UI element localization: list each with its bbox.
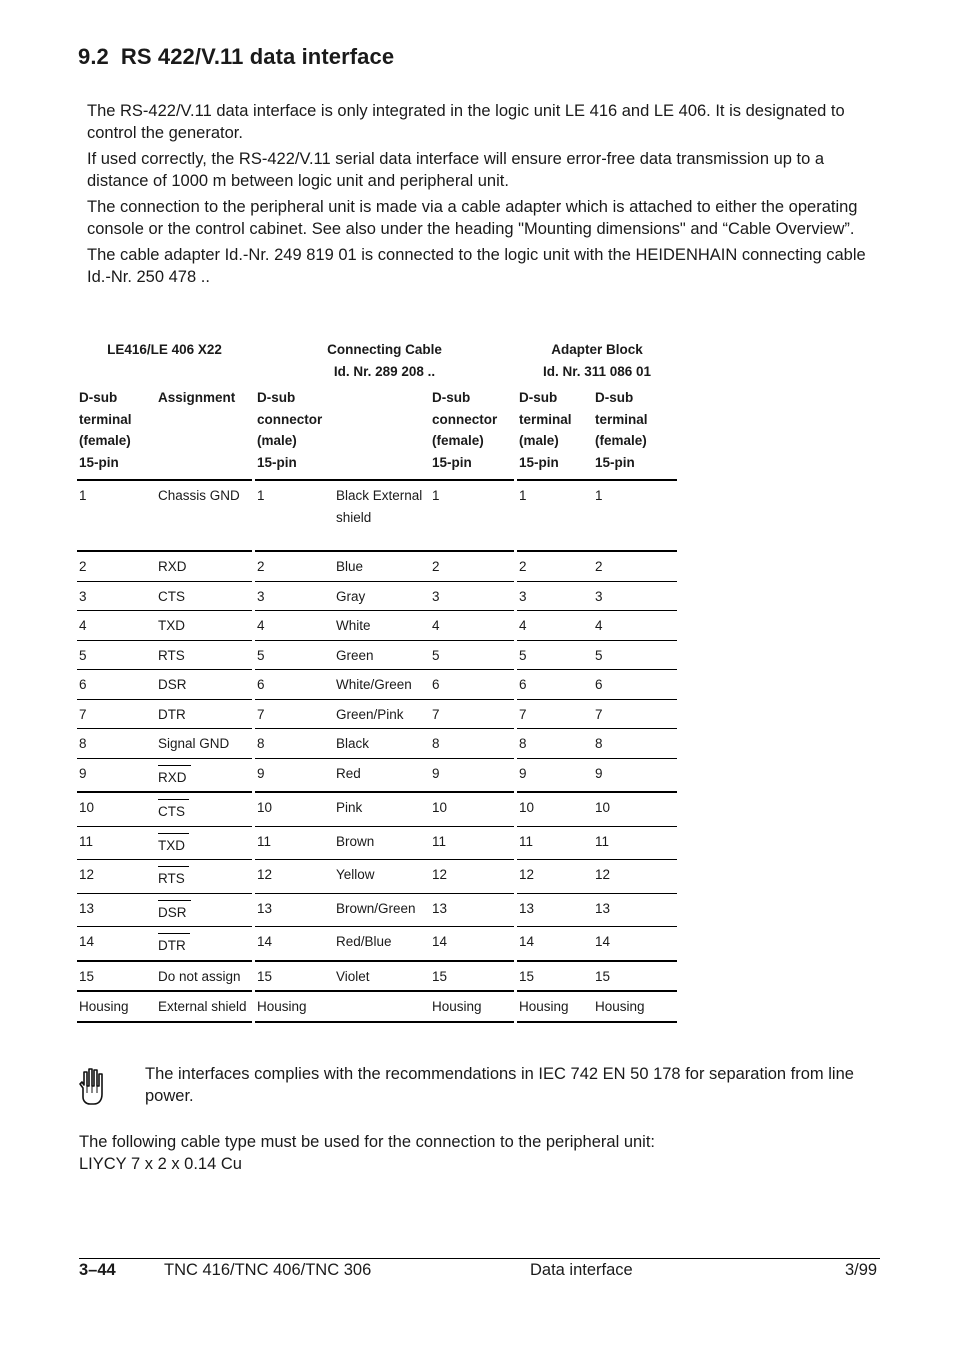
cell-pin-term-female: 6 <box>593 670 677 700</box>
cell-pin-term-male: 10 <box>517 793 593 827</box>
cell-pin-conn-female: 2 <box>430 552 514 582</box>
cell-wire-color: Green/Pink <box>334 700 430 730</box>
cell-wire-color: Violet <box>334 962 430 993</box>
cell-assignment: Chassis GND <box>156 481 252 552</box>
cell-assignment <box>156 894 252 928</box>
inverted-signal-label: DSR <box>158 902 187 924</box>
cell-wire-color: Red/Blue <box>334 927 430 962</box>
cell-pin-le: 1 <box>77 481 156 552</box>
col-header-dsub-terminal-male <box>517 384 593 481</box>
intro-paragraph: If used correctly, the RS-422/V.11 serial data interface will ensure error-free data transmission up to a distance of 1000 m between logic unit and peripheral unit. <box>87 150 825 190</box>
cell-pin-term-male: 4 <box>517 611 593 641</box>
cell-pin-conn-male: 11 <box>255 827 334 861</box>
intro-paragraph: The RS-422/V.11 data interface is only integrated in the logic unit LE 416 and LE 406. It is designated to control the generator. <box>87 102 845 142</box>
cell-pin-conn-female: 13 <box>430 894 514 928</box>
table-row <box>77 793 677 827</box>
section-number: 9.2 <box>78 44 109 69</box>
table-row <box>77 759 677 794</box>
col-header-dsub-terminal-female-adapter <box>593 384 677 481</box>
table-row <box>77 481 677 552</box>
cell-pin-term-male: 11 <box>517 827 593 861</box>
cell-pin-term-male: 8 <box>517 729 593 759</box>
cell-pin-conn-male: 12 <box>255 860 334 894</box>
cell-pin-conn-female: 1 <box>430 481 514 552</box>
cell-pin-le: 12 <box>77 860 156 894</box>
col-header-line: 15-pin <box>432 454 472 470</box>
cell-pin-term-male: 15 <box>517 962 593 993</box>
cell-pin-term-female: 5 <box>593 641 677 671</box>
cell-pin-le: 3 <box>77 582 156 612</box>
cell-assignment: External shield <box>156 992 252 1023</box>
cell-wire-color: Brown/Green <box>334 894 430 928</box>
table-row <box>77 992 677 1023</box>
cell-pin-term-male: Housing <box>517 992 593 1023</box>
cell-wire-color: White <box>334 611 430 641</box>
cell-pin-term-male: 1 <box>517 481 593 552</box>
cell-wire-color: Pink <box>334 793 430 827</box>
cell-assignment: DTR <box>156 700 252 730</box>
group-header-cable <box>255 335 514 384</box>
cell-pin-term-female: 7 <box>593 700 677 730</box>
cell-pin-conn-female: 10 <box>430 793 514 827</box>
cell-pin-le: 14 <box>77 927 156 962</box>
cable-type-text <box>79 1131 879 1175</box>
cell-pin-le: 9 <box>77 759 156 794</box>
cell-assignment <box>156 927 252 962</box>
table-row <box>77 827 677 861</box>
table-row <box>77 611 677 641</box>
cell-assignment: TXD <box>156 611 252 641</box>
group-header-le <box>77 335 252 384</box>
cell-wire-color: Black <box>334 729 430 759</box>
cell-assignment <box>156 827 252 861</box>
table-row <box>77 894 677 928</box>
cell-pin-le: 13 <box>77 894 156 928</box>
col-header-dsub-connector-female <box>430 384 514 481</box>
group-header-adapter-line2: Id. Nr. 311 086 01 <box>542 363 652 379</box>
cell-pin-le: 4 <box>77 611 156 641</box>
col-header-line: (female) <box>432 433 484 448</box>
cell-pin-conn-male: 6 <box>255 670 334 700</box>
cell-assignment: Do not assign <box>156 962 252 993</box>
cell-pin-conn-female: 3 <box>430 582 514 612</box>
col-header-line: connector <box>432 411 498 427</box>
col-header-line: (female) <box>595 433 647 448</box>
cell-wire-color: Red <box>334 759 430 794</box>
table-row <box>77 582 677 612</box>
cell-pin-conn-female: Housing <box>430 992 514 1023</box>
col-header-wire-color <box>334 384 430 481</box>
cell-pin-term-male: 6 <box>517 670 593 700</box>
cell-pin-conn-male: 13 <box>255 894 334 928</box>
cell-pin-conn-female: 11 <box>430 827 514 861</box>
col-header-line: terminal <box>79 411 132 427</box>
cell-assignment: Signal GND <box>156 729 252 759</box>
cell-assignment <box>156 793 252 827</box>
cell-pin-conn-male: 4 <box>255 611 334 641</box>
cell-pin-term-female: 8 <box>593 729 677 759</box>
cell-pin-term-female: 2 <box>593 552 677 582</box>
cell-pin-conn-male: 1 <box>255 481 334 552</box>
cell-wire-color: White/Green <box>334 670 430 700</box>
cell-pin-term-female: 15 <box>593 962 677 993</box>
cell-pin-conn-female: 5 <box>430 641 514 671</box>
cell-pin-term-female: 14 <box>593 927 677 962</box>
cell-pin-le: Housing <box>77 992 156 1023</box>
cell-wire-color: Gray <box>334 582 430 612</box>
cell-pin-term-female: 3 <box>593 582 677 612</box>
inverted-signal-label: RTS <box>158 868 185 890</box>
footer-date: 3/99 <box>845 1261 878 1279</box>
cell-pin-le: 8 <box>77 729 156 759</box>
table-row <box>77 927 677 962</box>
cell-pin-term-male: 2 <box>517 552 593 582</box>
footer-model: TNC 416/TNC 406/TNC 306 <box>164 1261 372 1279</box>
pin-assignment-table <box>77 335 677 1023</box>
cell-pin-term-male: 9 <box>517 759 593 794</box>
group-header-adapter-line1: Adapter Block <box>551 342 643 357</box>
pointing-hand-icon <box>78 1066 110 1110</box>
cell-pin-conn-male: 8 <box>255 729 334 759</box>
cell-assignment <box>156 860 252 894</box>
col-header-dsub-connector-male <box>255 384 334 481</box>
cell-pin-le: 11 <box>77 827 156 861</box>
col-header-line: D-sub <box>595 390 634 405</box>
group-header-cable-line1: Connecting Cable <box>327 342 442 357</box>
cell-pin-conn-female: 7 <box>430 700 514 730</box>
cell-pin-term-female: 12 <box>593 860 677 894</box>
table-row <box>77 962 677 993</box>
cell-pin-conn-male: 2 <box>255 552 334 582</box>
group-header-adapter <box>517 335 677 384</box>
cell-pin-term-male: 14 <box>517 927 593 962</box>
cell-pin-term-female: 13 <box>593 894 677 928</box>
cable-type-spec: LIYCY 7 x 2 x 0.14 Cu <box>79 1155 242 1173</box>
cell-pin-conn-female: 4 <box>430 611 514 641</box>
cell-pin-term-male: 13 <box>517 894 593 928</box>
col-header-line: (female) <box>79 433 131 448</box>
cell-pin-conn-male: 7 <box>255 700 334 730</box>
table-row <box>77 860 677 894</box>
col-header-line: D-sub <box>519 390 558 405</box>
cell-pin-le: 5 <box>77 641 156 671</box>
safety-note: The interfaces complies with the recommendations in IEC 742 EN 50 178 for separation from line power. <box>145 1065 854 1105</box>
intro-paragraph: The connection to the peripheral unit is made via a cable adapter which is attached to either the operating console or the control cabinet. See also under the heading "Mounting dimensions" and “Cable Overview”. <box>87 198 858 238</box>
col-header-line: 15-pin <box>519 454 559 470</box>
cell-pin-le: 15 <box>77 962 156 993</box>
col-header-line: 15-pin <box>257 454 297 470</box>
cell-pin-le: 7 <box>77 700 156 730</box>
cell-pin-conn-female: 12 <box>430 860 514 894</box>
cell-pin-conn-male: 15 <box>255 962 334 993</box>
inverted-signal-label: RXD <box>158 767 187 789</box>
cell-wire-color: Yellow <box>334 860 430 894</box>
table-row <box>77 670 677 700</box>
cell-pin-conn-female: 15 <box>430 962 514 993</box>
cell-wire-color: Green <box>334 641 430 671</box>
cell-wire-color: Black External shield <box>334 481 430 552</box>
col-header-line: terminal <box>595 411 648 427</box>
cell-pin-le: 6 <box>77 670 156 700</box>
intro-text <box>87 101 887 293</box>
col-header-line: 15-pin <box>595 454 635 470</box>
cell-pin-term-male: 3 <box>517 582 593 612</box>
cell-assignment: CTS <box>156 582 252 612</box>
table-row <box>77 552 677 582</box>
footer-divider <box>79 1258 880 1259</box>
cell-pin-conn-male: Housing <box>255 992 334 1023</box>
col-header-line: connector <box>257 411 323 427</box>
cell-pin-term-female: 4 <box>593 611 677 641</box>
inverted-signal-label: DTR <box>158 935 186 957</box>
cell-pin-conn-female: 14 <box>430 927 514 962</box>
cell-pin-term-female: 1 <box>593 481 677 552</box>
cell-assignment <box>156 759 252 794</box>
cell-pin-conn-male: 3 <box>255 582 334 612</box>
cell-pin-term-male: 5 <box>517 641 593 671</box>
cell-pin-term-male: 12 <box>517 860 593 894</box>
cell-wire-color <box>334 992 430 1023</box>
cell-pin-conn-male: 14 <box>255 927 334 962</box>
cell-pin-term-female: Housing <box>593 992 677 1023</box>
col-header-line: (male) <box>257 433 297 448</box>
group-header-le-label: LE416/LE 406 X22 <box>107 342 222 357</box>
table-row <box>77 700 677 730</box>
cell-pin-conn-male: 5 <box>255 641 334 671</box>
footer-section: Data interface <box>530 1261 633 1279</box>
cell-assignment: RXD <box>156 552 252 582</box>
footer-page-number: 3–44 <box>79 1261 116 1279</box>
col-header-line: D-sub <box>79 390 118 405</box>
group-header-cable-line2: Id. Nr. 289 208 .. <box>333 363 436 379</box>
section-title: RS 422/V.11 data interface <box>120 44 395 69</box>
cell-pin-term-female: 9 <box>593 759 677 794</box>
column-header-row <box>77 384 677 481</box>
cell-assignment: RTS <box>156 641 252 671</box>
cell-pin-conn-male: 9 <box>255 759 334 794</box>
col-header-assignment: Assignment <box>156 384 252 481</box>
group-header-row <box>77 335 677 384</box>
cell-pin-conn-female: 9 <box>430 759 514 794</box>
col-header-line: terminal <box>519 411 572 427</box>
cell-wire-color: Brown <box>334 827 430 861</box>
cell-pin-conn-female: 6 <box>430 670 514 700</box>
col-header-line: D-sub <box>432 390 471 405</box>
cell-assignment: DSR <box>156 670 252 700</box>
cell-pin-term-female: 10 <box>593 793 677 827</box>
col-header-line: (male) <box>519 433 559 448</box>
cell-pin-conn-male: 10 <box>255 793 334 827</box>
cable-type-intro: The following cable type must be used for the connection to the peripheral unit: <box>79 1133 656 1151</box>
cell-wire-color: Blue <box>334 552 430 582</box>
col-header-line: 15-pin <box>79 454 119 470</box>
col-header-line: D-sub <box>257 390 296 405</box>
inverted-signal-label: TXD <box>158 835 185 857</box>
cell-pin-le: 2 <box>77 552 156 582</box>
cell-pin-le: 10 <box>77 793 156 827</box>
table-row <box>77 641 677 671</box>
cell-pin-term-male: 7 <box>517 700 593 730</box>
cell-pin-conn-female: 8 <box>430 729 514 759</box>
col-header-dsub-terminal-female <box>77 384 156 481</box>
cell-pin-term-female: 11 <box>593 827 677 861</box>
table-row <box>77 729 677 759</box>
intro-paragraph: The cable adapter Id.-Nr. 249 819 01 is connected to the logic unit with the HEIDENHAIN connecting cable Id.-Nr. 250 478 .. <box>87 246 866 286</box>
page-heading <box>78 44 394 70</box>
inverted-signal-label: CTS <box>158 801 185 823</box>
